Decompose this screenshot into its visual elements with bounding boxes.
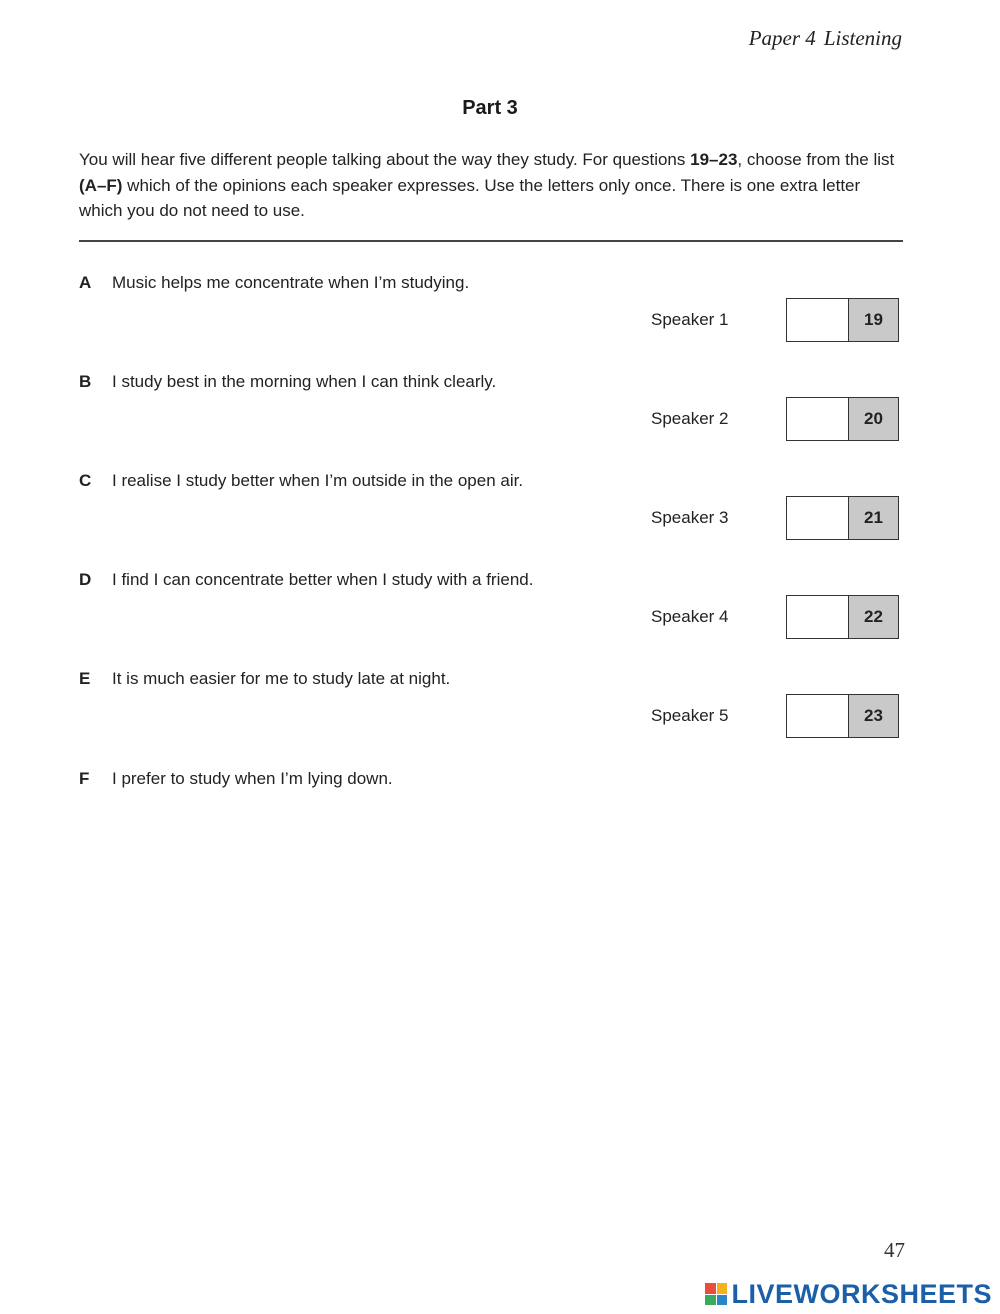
speaker-3-answer-box (786, 496, 899, 540)
option-text: I study best in the morning when I can think clearly. (112, 372, 497, 391)
instructions (79, 147, 905, 224)
brand-name: LIVEWORKSHEETS (731, 1278, 992, 1309)
question-number: 21 (849, 497, 898, 539)
instructions-text-1: You will hear five different people talking about the way they study. For questions (79, 150, 691, 169)
speaker-5-answer-box (786, 694, 899, 738)
logo-tile (717, 1283, 728, 1294)
option-text: It is much easier for me to study late at night. (112, 669, 451, 688)
speaker-2-answer-box (786, 397, 899, 441)
liveworksheets-logo-icon (705, 1283, 727, 1305)
letters-range: (A–F) (79, 175, 123, 195)
option-a (79, 273, 469, 293)
instructions-text-2: , choose from the list (737, 150, 895, 169)
option-text: I realise I study better when I’m outside in the open air. (112, 471, 524, 490)
question-number: 23 (849, 695, 898, 737)
option-text: I find I can concentrate better when I study with a friend. (112, 570, 534, 589)
section-label: Listening (823, 26, 902, 50)
speaker-1-answer-input[interactable] (787, 299, 849, 341)
questions-range: 19–23 (690, 150, 738, 169)
part-title: Part 3 (462, 97, 518, 119)
speaker-4-answer-input[interactable] (787, 596, 849, 638)
question-number: 20 (849, 398, 898, 440)
page-number: 47 (884, 1238, 905, 1262)
option-text: Music helps me concentrate when I’m studying. (112, 273, 470, 292)
liveworksheets-brand[interactable] (705, 1279, 992, 1309)
speaker-5-answer-input[interactable] (787, 695, 849, 737)
instructions-text-3: which of the opinions each speaker expresses. Use the letters only once. There is one extra letter which you do not need to use. (79, 175, 861, 220)
option-e (79, 669, 450, 689)
speaker-1-label: Speaker 1 (651, 310, 729, 329)
option-b (79, 372, 496, 392)
speaker-4-answer-box (786, 595, 899, 639)
option-d (79, 570, 533, 590)
speaker-2-answer-input[interactable] (787, 398, 849, 440)
speaker-4-label: Speaker 4 (651, 607, 729, 626)
speaker-3-answer-input[interactable] (787, 497, 849, 539)
option-letter: F (79, 769, 90, 788)
speaker-2-label: Speaker 2 (651, 409, 729, 428)
logo-tile (705, 1283, 716, 1294)
divider (79, 240, 903, 242)
option-letter: C (79, 471, 92, 490)
option-c (79, 471, 523, 491)
option-f (79, 769, 393, 789)
question-number: 19 (849, 299, 898, 341)
paper-label: Paper 4 (748, 26, 816, 50)
speaker-5-label: Speaker 5 (651, 706, 729, 725)
question-number: 22 (849, 596, 898, 638)
running-header (749, 26, 902, 51)
speaker-3-label: Speaker 3 (651, 508, 729, 527)
speaker-1-answer-box (786, 298, 899, 342)
option-letter: A (79, 273, 92, 292)
option-letter: E (79, 669, 91, 688)
logo-tile (705, 1295, 716, 1306)
logo-tile (717, 1295, 728, 1306)
option-letter: B (79, 372, 92, 391)
option-text: I prefer to study when I’m lying down. (112, 769, 393, 788)
option-letter: D (79, 570, 92, 589)
